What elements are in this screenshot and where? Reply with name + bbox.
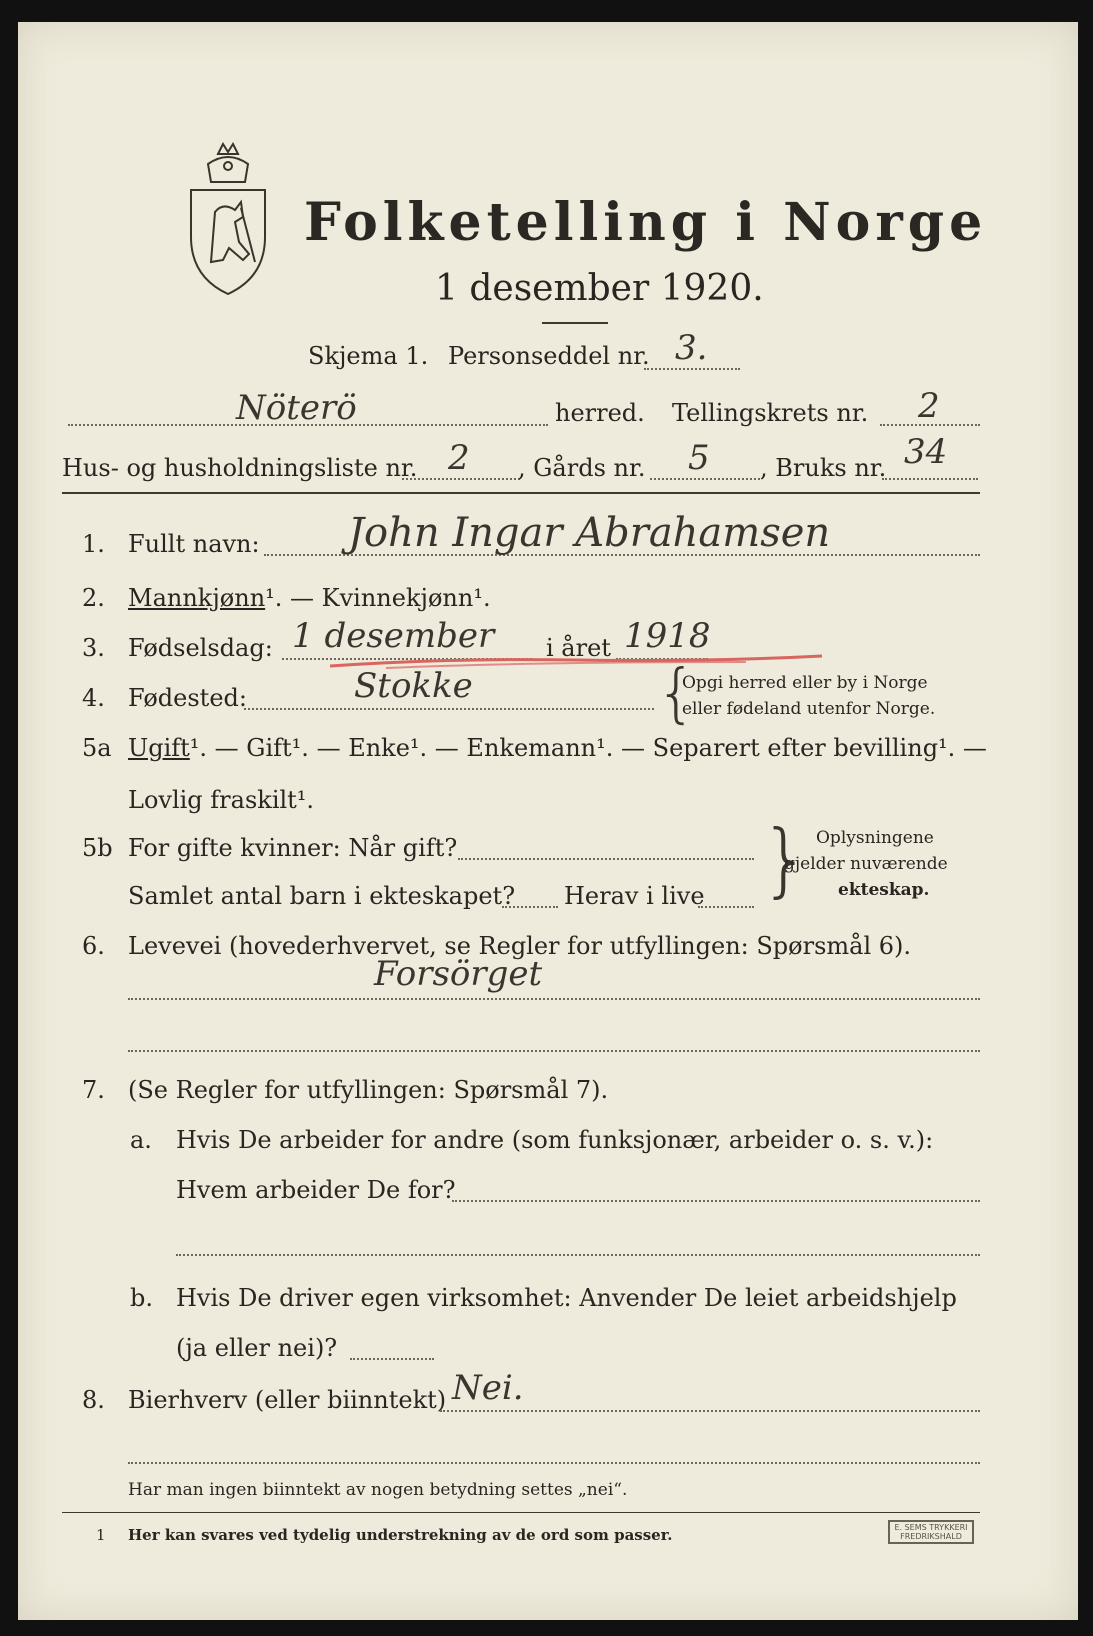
q8-line [440,1410,980,1412]
personseddel-label: Personseddel nr. [448,342,650,370]
census-form [18,22,1078,1620]
q3-label: Fødselsdag: [128,634,273,662]
personseddel-line [644,368,740,370]
q6-line-2 [128,1050,980,1052]
gards-line [650,478,760,480]
footnote-divider [62,1512,980,1513]
q5a-options: Ugift¹. — Gift¹. — Enke¹. — Enkemann¹. — Separert efter bevilling¹. — [128,734,987,762]
q3-number: 3. [82,634,105,662]
hus-value[interactable]: 2 [448,438,470,478]
form-title: Folketelling i Norge [304,192,988,253]
q4-note-1: Opgi herred eller by i Norge [682,673,928,693]
q7a-line-extra [176,1254,980,1256]
herred-value[interactable]: Nöterö [236,388,357,428]
q4-label: Fødested: [128,684,247,712]
full-name-value[interactable]: John Ingar Abrahamsen [348,510,831,556]
q6-number: 6. [82,932,105,960]
footnote-number: 1 [96,1526,106,1544]
q7a-letter: a. [130,1126,152,1154]
q8-number: 8. [82,1386,105,1414]
q8-label: Bierhverv (eller biinntekt) [128,1386,447,1414]
q5b-note-3: ekteskap. [838,880,930,900]
bruks-label: , Bruks nr. [760,454,887,482]
q5b-note-1: Oplysningene [816,828,934,848]
q5a-number: 5a [82,734,112,762]
q7b-line [350,1358,434,1360]
q8-line-extra [128,1462,980,1464]
hus-label: Hus- og husholdningsliste nr. [62,454,418,482]
title-divider [542,322,608,324]
q5b-brace: } [760,813,811,906]
personseddel-value[interactable]: 3. [675,328,708,368]
birth-year-value[interactable]: 1918 [624,616,711,656]
printer-stamp: E. SEMS TRYKKERI FREDRIKSHALD [888,1520,974,1544]
tellingskrets-label: Tellingskrets nr. [672,399,869,427]
skjema-label: Skjema 1. [308,342,429,370]
note-nei: Har man ingen biinntekt av nogen betydning settes „nei“. [128,1480,628,1500]
occupation-value[interactable]: Forsörget [374,954,543,994]
q4-number: 4. [82,684,105,712]
q7-number: 7. [82,1076,105,1104]
male-option[interactable]: Mannkjønn [128,584,266,612]
footnote-text: Her kan svares ved tydelig understrekning av de ord som passer. [128,1526,673,1544]
q1-number: 1. [82,530,105,558]
ugift-option[interactable]: Ugift [128,734,190,762]
q5b-line-3 [698,906,754,908]
q6-line-1 [128,998,980,1000]
q7-label: (Se Regler for utfyllingen: Spørsmål 7). [128,1076,609,1104]
q7a-label: Hvis De arbeider for andre (som funksjonær, arbeider o. s. v.): [176,1126,934,1154]
q2-number: 2. [82,584,105,612]
q5b-line-1 [458,858,754,860]
bruks-line [882,478,978,480]
q5b-number: 5b [82,834,113,862]
q5b-label-2: Samlet antal barn i ekteskapet? [128,882,516,910]
q7a-line [452,1200,980,1202]
q5b-label-1: For gifte kvinner: Når gift? [128,834,458,862]
birthplace-value[interactable]: Stokke [354,666,473,706]
q5a-line2: Lovlig fraskilt¹. [128,786,315,814]
side-income-value[interactable]: Nei. [452,1368,524,1408]
q3-year-label: i året [546,634,611,662]
hus-line [402,478,520,480]
q2-options: Mannkjønn¹. — Kvinnekjønn¹. [128,584,491,612]
q7b-label: Hvis De driver egen virksomhet: Anvender De leiet arbeidshjelp [176,1284,957,1312]
q5b-line-2 [502,906,558,908]
herred-label: herred. [555,399,645,427]
female-option[interactable]: Kvinnekjønn [321,584,474,612]
q1-label: Fullt navn: [128,530,260,558]
bruks-value[interactable]: 34 [904,432,948,472]
header-separator [62,492,980,494]
gards-label: , Gårds nr. [518,454,646,482]
q4-line [244,708,654,710]
tellingskrets-value[interactable]: 2 [918,386,940,426]
q4-note-2: eller fødeland utenfor Norge. [682,699,936,719]
birthday-value[interactable]: 1 desember [292,616,495,656]
q5b-label-3: Herav i live [564,882,705,910]
census-date: 1 desember 1920. [435,268,764,309]
norway-coat-of-arms-icon [183,142,273,297]
q7b-letter: b. [130,1284,153,1312]
q4-brace: { [656,657,697,731]
q6-label: Levevei (hovederhvervet, se Regler for utfyllingen: Spørsmål 6). [128,932,912,960]
gards-value[interactable]: 5 [688,438,710,478]
q7a-line2: Hvem arbeider De for? [176,1176,456,1204]
q7b-line2: (ja eller nei)? [176,1334,338,1362]
q5b-note-2: gjelder nuværende [784,854,948,874]
